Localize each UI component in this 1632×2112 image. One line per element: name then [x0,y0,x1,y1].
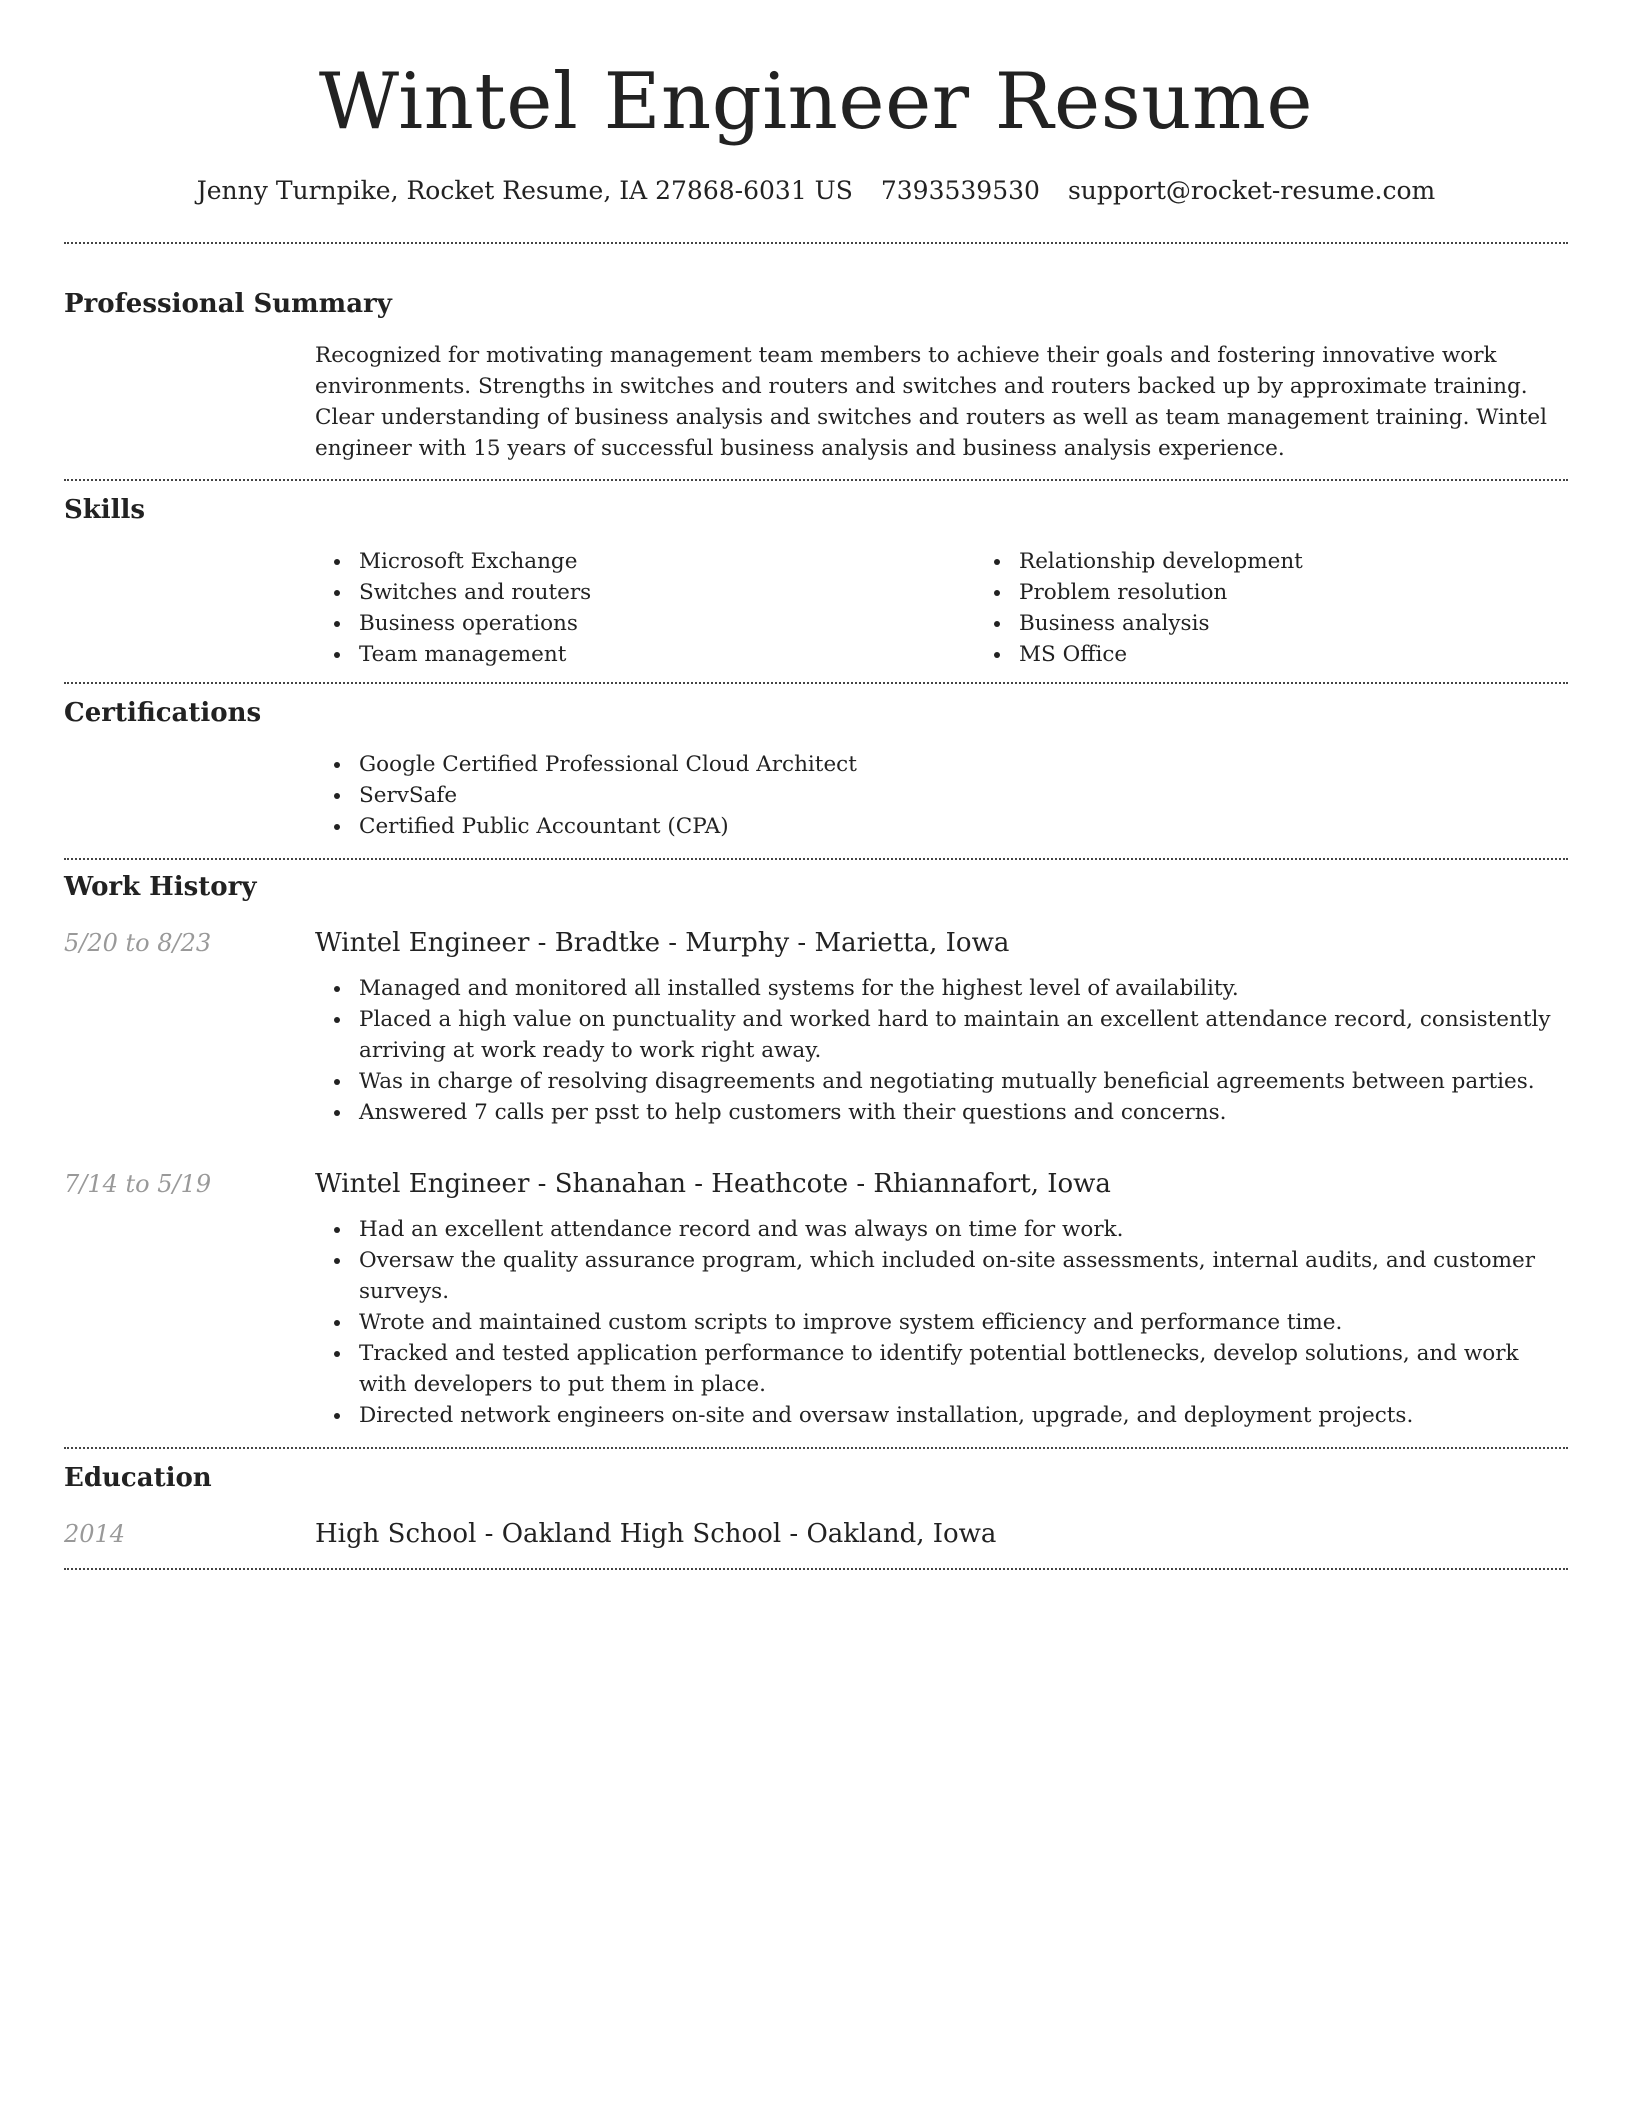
skill-item: Business operations [359,608,975,639]
skill-item: Switches and routers [359,577,975,608]
job-bullet: Managed and monitored all installed systems for the highest level of availability. [359,973,1568,1004]
certification-item: Certified Public Accountant (CPA) [359,811,1568,842]
skills-heading: Skills [64,495,146,525]
resume-title: Wintel Engineer Resume [318,57,1314,147]
job-entry [64,926,1568,1128]
contact-line [64,174,1568,208]
skill-item: Business analysis [1019,608,1632,639]
skill-item: Problem resolution [1019,577,1632,608]
job-bullet: Tracked and tested application performance to identify potential bottlenecks, develop solutions, and work with developers to put them in place. [359,1338,1568,1400]
skill-item: MS Office [1019,639,1632,670]
job-bullets [315,973,1568,1128]
job-title: Wintel Engineer - Bradtke - Murphy - Marietta, Iowa [315,928,1010,958]
education-entry [64,1517,1568,1551]
certification-item: Google Certified Professional Cloud Architect [359,749,1568,780]
job-bullet: Oversaw the quality assurance program, which included on-site assessments, internal audits, and customer surveys. [359,1245,1568,1307]
summary-text: Recognized for motivating management team members to achieve their goals and fostering innovative work environments. Strengths in switches and routers and switches and routers backed up by approximate training. Clear understanding of business analysis and switches and routers as well as team management training. Wintel engineer with 15 years of successful business analysis and business analysis experience. [315,343,1547,461]
education-heading: Education [64,1463,212,1493]
job-bullet: Had an excellent attendance record and was always on time for work. [359,1214,1568,1245]
job-bullet: Placed a high value on punctuality and worked hard to maintain an excellent attendance record, consistently arriving at work ready to work right away. [359,1004,1568,1066]
certifications-section [64,696,1568,842]
education-degree: High School [315,1519,477,1549]
skills-list-right [975,546,1632,670]
work-history-section [64,870,1568,1431]
certifications-heading: Certifications [64,698,262,728]
skills-section [64,493,1568,670]
job-bullets [315,1214,1568,1431]
job-title: Wintel Engineer - Shanahan - Heathcote - Rhiannafort, Iowa [315,1169,1111,1199]
certifications-list [315,749,1568,842]
divider [64,1568,1568,1570]
education-detail: - Oakland High School - Oakland, Iowa [476,1519,997,1549]
contact-phone: 7393539530 [880,176,1040,205]
job-dates: 7/14 to 5/19 [64,1170,212,1198]
education-date: 2014 [64,1520,126,1548]
contact-address: Jenny Turnpike, Rocket Resume, IA 27868-6031 US [196,176,853,205]
summary-heading: Professional Summary [64,289,392,319]
job-bullet: Directed network engineers on-site and oversaw installation, upgrade, and deployment projects. [359,1400,1568,1431]
divider [64,858,1568,860]
job-bullet: Answered 7 calls per psst to help customers with their questions and concerns. [359,1097,1568,1128]
education-section [64,1461,1568,1551]
summary-section [64,287,1568,464]
divider [64,682,1568,684]
skills-list-left [315,546,975,670]
job-bullet: Wrote and maintained custom scripts to improve system efficiency and performance time. [359,1307,1568,1338]
divider [64,242,1568,244]
job-dates: 5/20 to 8/23 [64,929,212,957]
skill-item: Team management [359,639,975,670]
certification-item: ServSafe [359,780,1568,811]
job-bullet: Was in charge of resolving disagreements and negotiating mutually beneficial agreements between parties. [359,1066,1568,1097]
job-entry [64,1167,1568,1431]
skill-item: Relationship development [1019,546,1632,577]
work-history-heading: Work History [64,872,257,902]
skill-item: Microsoft Exchange [359,546,975,577]
education-line [315,1517,1568,1551]
divider [64,479,1568,481]
contact-email: support@rocket-resume.com [1067,176,1436,205]
divider [64,1447,1568,1449]
